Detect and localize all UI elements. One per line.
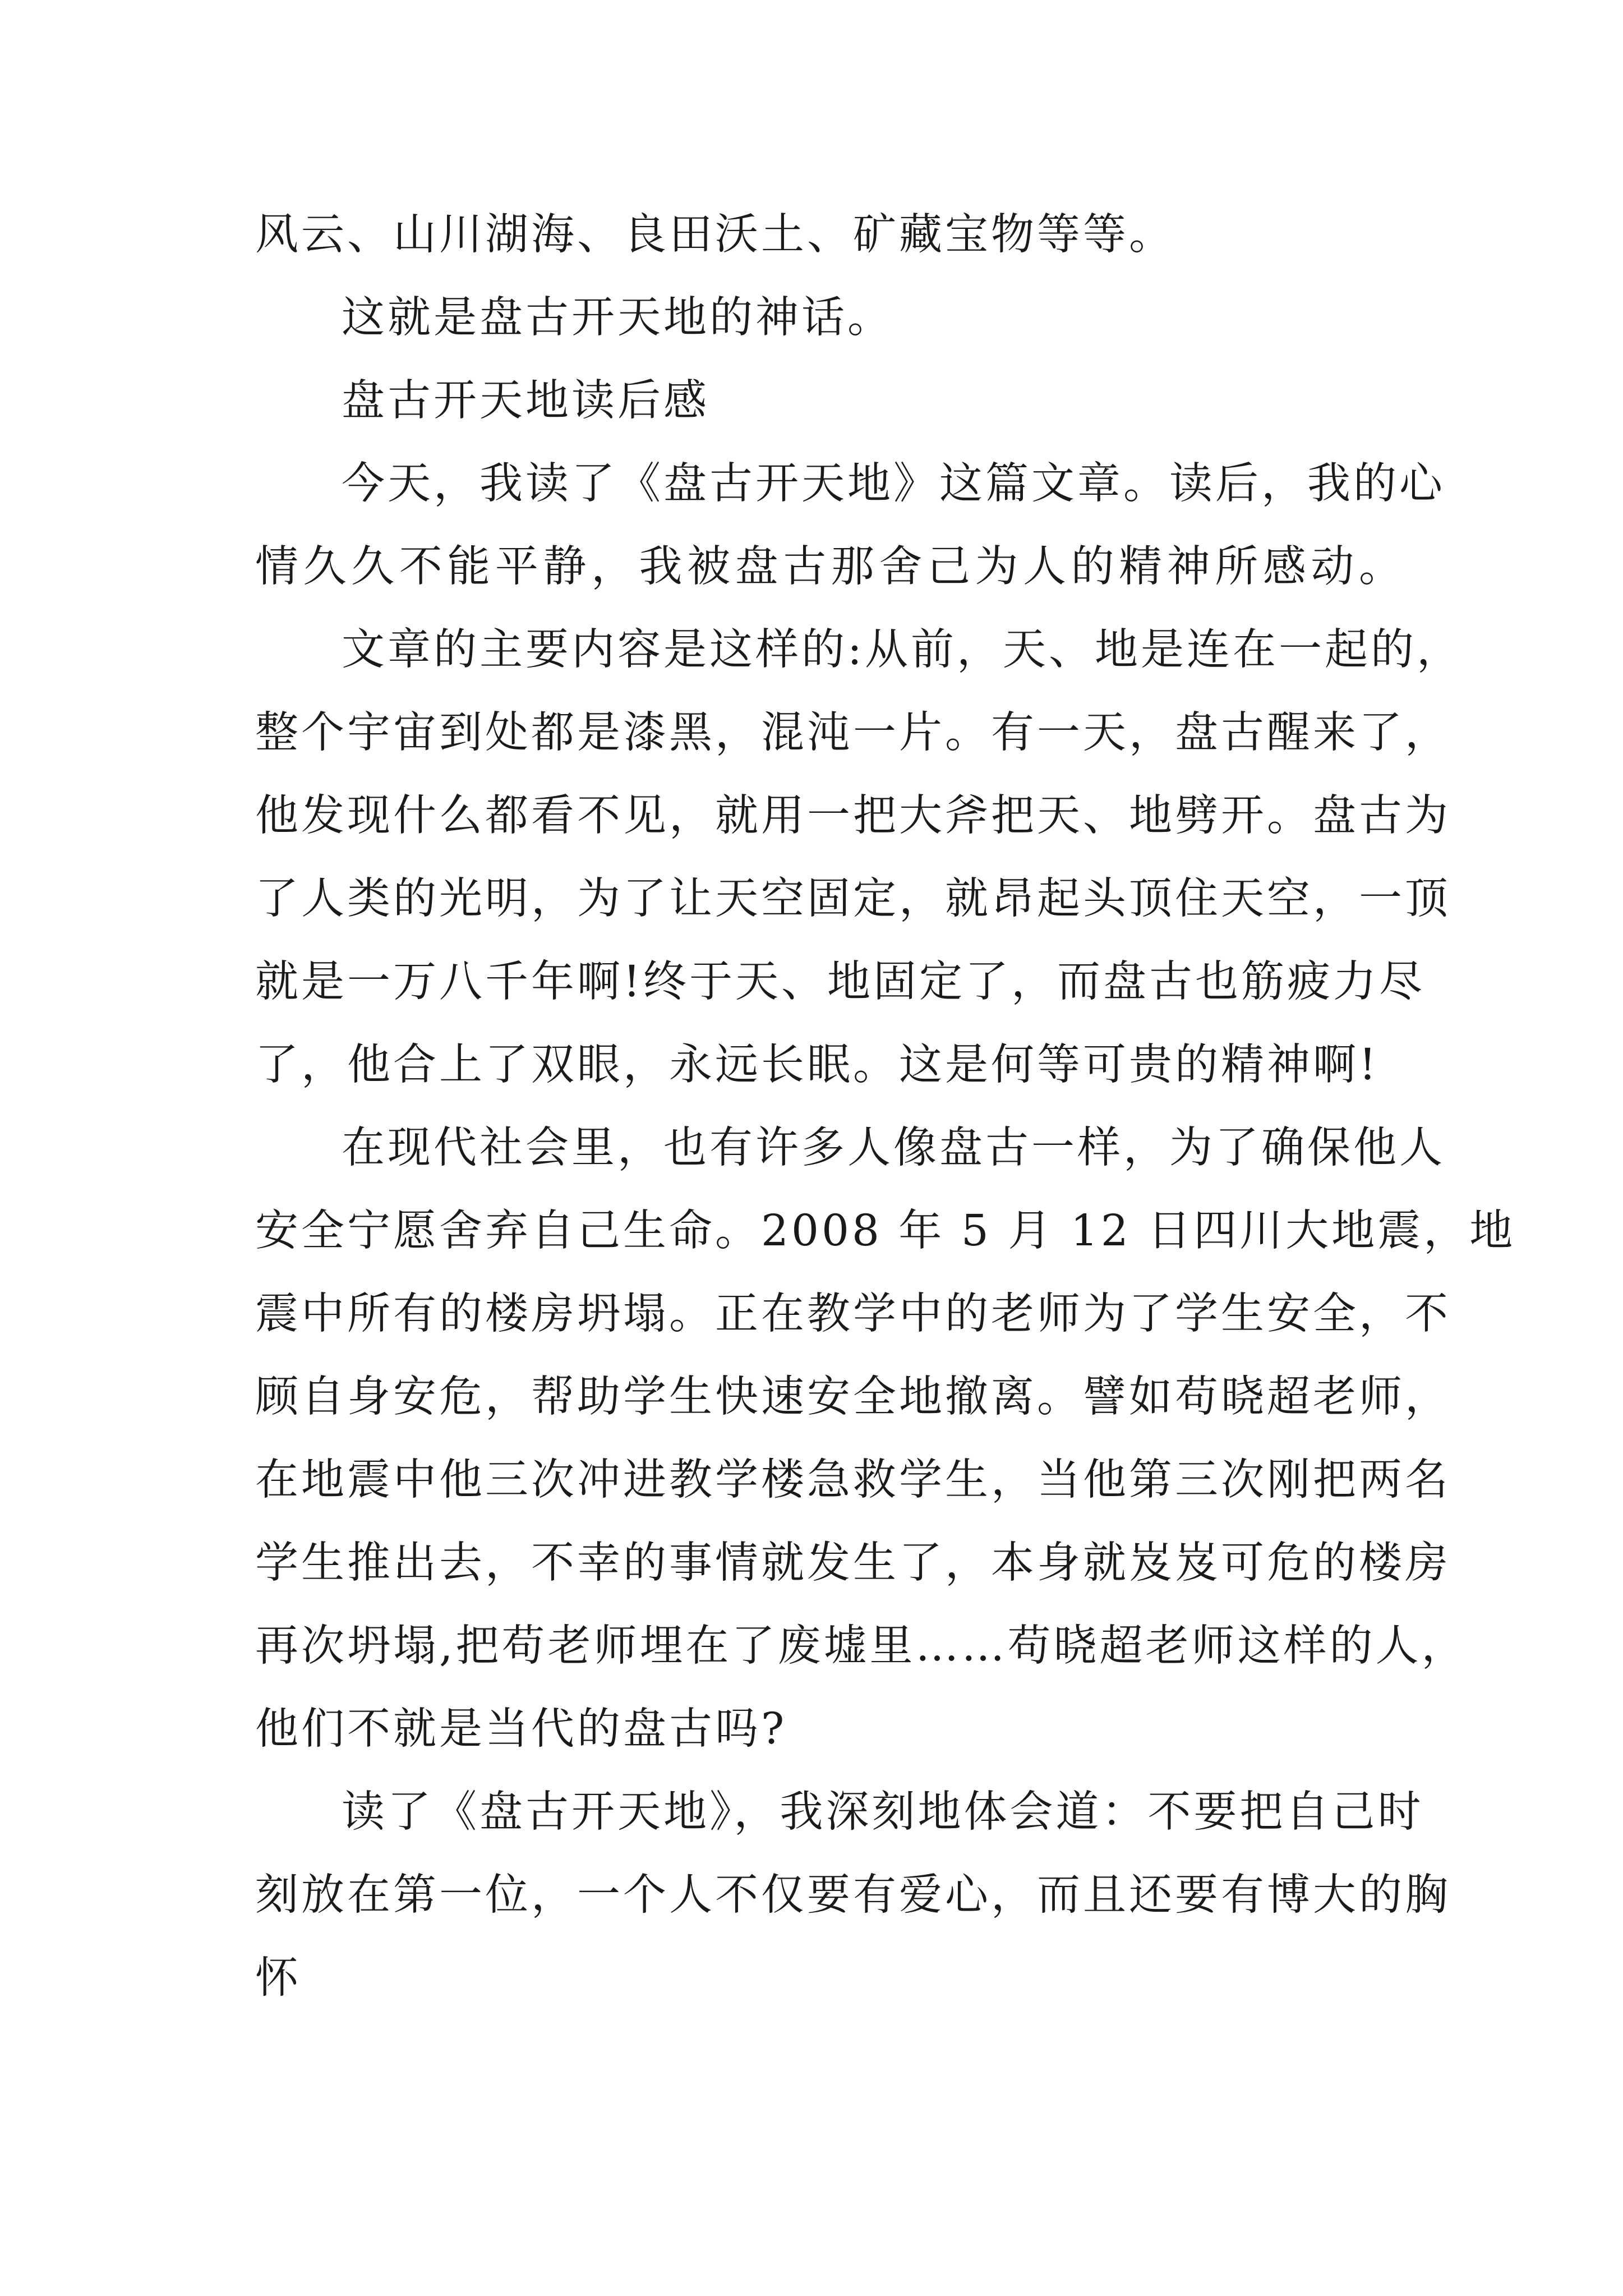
section-heading: 盘古开天地读后感	[342, 376, 709, 426]
text-line: 读了《盘古开天地》，我深刻地体会道：不要把自己时	[342, 1787, 1424, 1837]
text-line: 风云、山川湖海、良田沃土、矿藏宝物等等。	[255, 210, 1175, 260]
text-line: 再次坍塌,把苟老师埋在了废墟里……苟晓超老师这样的人，	[255, 1621, 1468, 1671]
text-line: 就是一万八千年啊!终于天、地固定了，而盘古也筋疲力尽	[255, 957, 1425, 1007]
text-line: 在地震中他三次冲进教学楼急救学生，当他第三次刚把两名	[255, 1455, 1451, 1505]
text-line: 顾自身安危，帮助学生快速安全地撤离。譬如苟晓超老师，	[255, 1372, 1451, 1422]
text-line: 怀	[255, 1953, 301, 2003]
text-line: 安全宁愿舍弃自己生命。2008 年 5 月 12 日四川大地震，地	[255, 1206, 1516, 1256]
text-line: 情久久不能平静，我被盘古那舍己为人的精神所感动。	[255, 542, 1405, 592]
text-line: 他发现什么都看不见，就用一把大斧把天、地劈开。盘古为	[255, 791, 1451, 841]
text-line: 在现代社会里，也有许多人像盘古一样，为了确保他人	[342, 1123, 1445, 1173]
text-line: 了人类的光明，为了让天空固定，就昂起头顶住天空，一顶	[255, 874, 1451, 924]
text-line: 整个宇宙到处都是漆黑，混沌一片。有一天，盘古醒来了，	[255, 708, 1451, 758]
text-line: 学生推出去，不幸的事情就发生了，本身就岌岌可危的楼房	[255, 1538, 1451, 1588]
document-body	[255, 194, 1516, 2020]
text-line: 文章的主要内容是这样的:从前，天、地是连在一起的，	[342, 625, 1463, 675]
text-line: 今天，我读了《盘古开天地》这篇文章。读后，我的心	[342, 459, 1445, 509]
text-line: 这就是盘古开天地的神话。	[342, 293, 893, 343]
text-line: 刻放在第一位，一个人不仅要有爱心，而且还要有博大的胸	[255, 1870, 1451, 1920]
text-line: 他们不就是当代的盘古吗?	[255, 1704, 787, 1754]
text-line: 了，他合上了双眼，永远长眠。这是何等可贵的精神啊!	[255, 1040, 1379, 1090]
text-line: 震中所有的楼房坍塌。正在教学中的老师为了学生安全，不	[255, 1289, 1451, 1339]
